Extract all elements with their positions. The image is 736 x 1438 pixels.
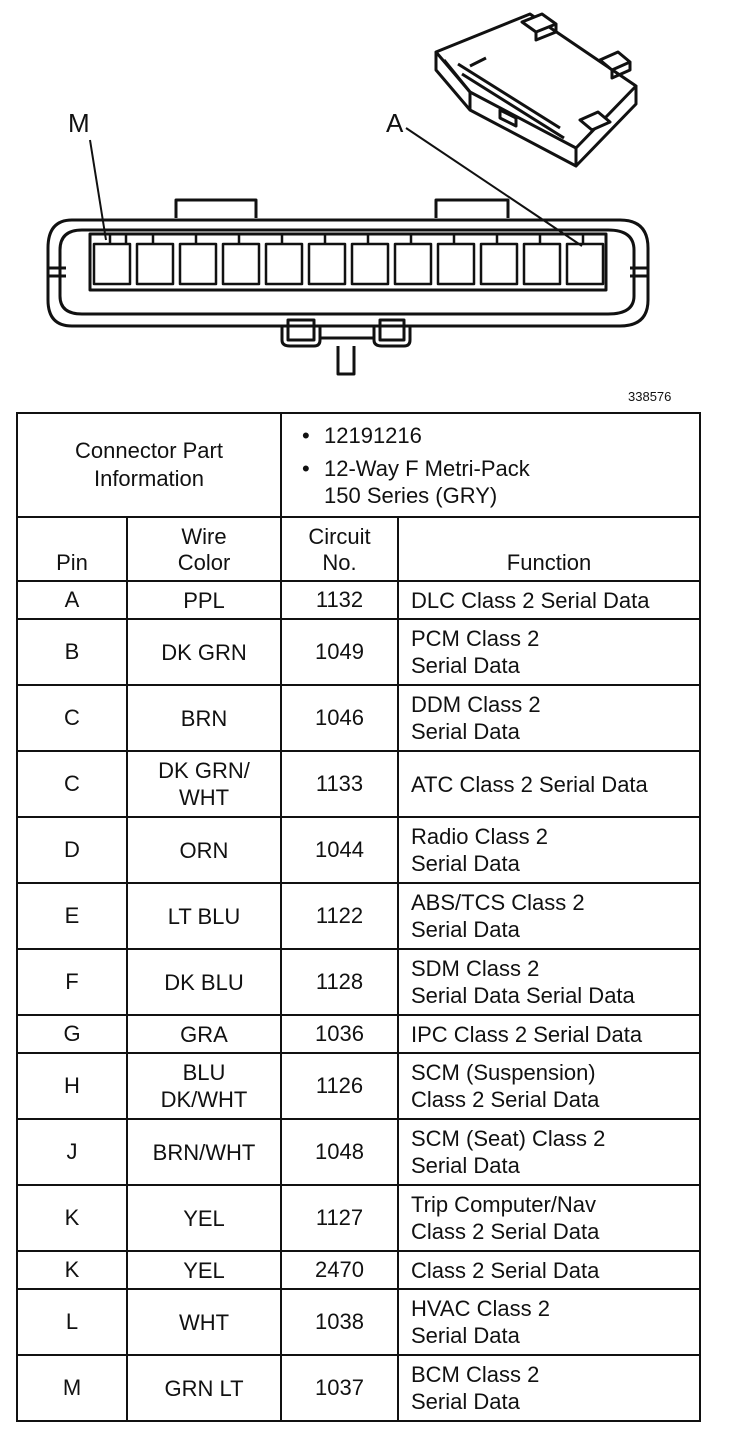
wire-color-cell: GRN LT [127, 1355, 281, 1421]
header-function: Function [398, 517, 700, 581]
function-cell: BCM Class 2 Serial Data [398, 1355, 700, 1421]
connector-info-row [17, 413, 700, 517]
table-row [17, 751, 700, 817]
function-cell: DDM Class 2 Serial Data [398, 685, 700, 751]
function-cell: DLC Class 2 Serial Data [398, 581, 700, 619]
pin-cell: A [17, 581, 127, 619]
circuit-cell: 1132 [281, 581, 398, 619]
function-cell: Class 2 Serial Data [398, 1251, 700, 1289]
wire-color-cell: YEL [127, 1251, 281, 1289]
pin-cell: H [17, 1053, 127, 1119]
table-row [17, 685, 700, 751]
function-cell: ABS/TCS Class 2 Serial Data [398, 883, 700, 949]
wire-color-cell: BLU DK/WHT [127, 1053, 281, 1119]
function-cell: PCM Class 2 Serial Data [398, 619, 700, 685]
function-cell: ATC Class 2 Serial Data [398, 751, 700, 817]
pin-cell: E [17, 883, 127, 949]
circuit-cell: 1126 [281, 1053, 398, 1119]
pin-cell: D [17, 817, 127, 883]
table-row [17, 1015, 700, 1053]
pin-cell: K [17, 1185, 127, 1251]
header-pin: Pin [17, 517, 127, 581]
connector-face [48, 200, 648, 374]
circuit-cell: 1038 [281, 1289, 398, 1355]
table-row [17, 619, 700, 685]
circuit-cell: 1049 [281, 619, 398, 685]
info-item: • 12191216 [302, 422, 422, 448]
circuit-cell: 1044 [281, 817, 398, 883]
pin-cell: J [17, 1119, 127, 1185]
pin-cell: C [17, 685, 127, 751]
wire-color-cell: WHT [127, 1289, 281, 1355]
function-cell: Trip Computer/Nav Class 2 Serial Data [398, 1185, 700, 1251]
table-row [17, 1119, 700, 1185]
circuit-cell: 1133 [281, 751, 398, 817]
table-row [17, 1251, 700, 1289]
pin-rows [17, 581, 700, 1421]
circuit-cell: 2470 [281, 1251, 398, 1289]
table-header-row [17, 517, 700, 581]
pin-cell: B [17, 619, 127, 685]
callout-a: A [386, 108, 404, 138]
table-row [17, 1185, 700, 1251]
function-cell: SDM Class 2 Serial Data Serial Data [398, 949, 700, 1015]
info-item: • 12-Way F Metri-Pack [302, 455, 530, 481]
function-cell: HVAC Class 2 Serial Data [398, 1289, 700, 1355]
pin-cell: L [17, 1289, 127, 1355]
circuit-cell: 1127 [281, 1185, 398, 1251]
connector-isometric [436, 14, 636, 166]
header-wire-color: Wire Color [127, 517, 281, 581]
wire-color-cell: ORN [127, 817, 281, 883]
wire-color-cell: LT BLU [127, 883, 281, 949]
connector-info-title: Connector Part Information [17, 413, 281, 517]
circuit-cell: 1122 [281, 883, 398, 949]
pin-cell: G [17, 1015, 127, 1053]
connector-table [16, 412, 701, 1422]
wire-color-cell: DK GRN [127, 619, 281, 685]
table-row [17, 581, 700, 619]
table-row [17, 1289, 700, 1355]
circuit-cell: 1046 [281, 685, 398, 751]
wire-color-cell: PPL [127, 581, 281, 619]
circuit-cell: 1037 [281, 1355, 398, 1421]
pin-cell: M [17, 1355, 127, 1421]
wire-color-cell: YEL [127, 1185, 281, 1251]
wire-color-cell: BRN/WHT [127, 1119, 281, 1185]
table-row [17, 1355, 700, 1421]
pin-cell: K [17, 1251, 127, 1289]
function-cell: IPC Class 2 Serial Data [398, 1015, 700, 1053]
wire-color-cell: BRN [127, 685, 281, 751]
table-row [17, 817, 700, 883]
function-cell: SCM (Suspension) Class 2 Serial Data [398, 1053, 700, 1119]
wire-color-cell: DK GRN/ WHT [127, 751, 281, 817]
header-circuit-no: Circuit No. [281, 517, 398, 581]
table-row [17, 1053, 700, 1119]
function-cell: SCM (Seat) Class 2 Serial Data [398, 1119, 700, 1185]
info-item: 150 Series (GRY) [324, 482, 498, 508]
circuit-cell: 1048 [281, 1119, 398, 1185]
pin-cell: F [17, 949, 127, 1015]
table-row [17, 949, 700, 1015]
table-row [17, 883, 700, 949]
function-cell: Radio Class 2 Serial Data [398, 817, 700, 883]
circuit-cell: 1036 [281, 1015, 398, 1053]
wire-color-cell: GRA [127, 1015, 281, 1053]
connector-drawing [0, 0, 736, 400]
callout-m: M [68, 108, 90, 138]
pin-cell: C [17, 751, 127, 817]
circuit-cell: 1128 [281, 949, 398, 1015]
connector-info-list [281, 413, 700, 517]
figure-number: 338576 [628, 389, 672, 404]
wire-color-cell: DK BLU [127, 949, 281, 1015]
